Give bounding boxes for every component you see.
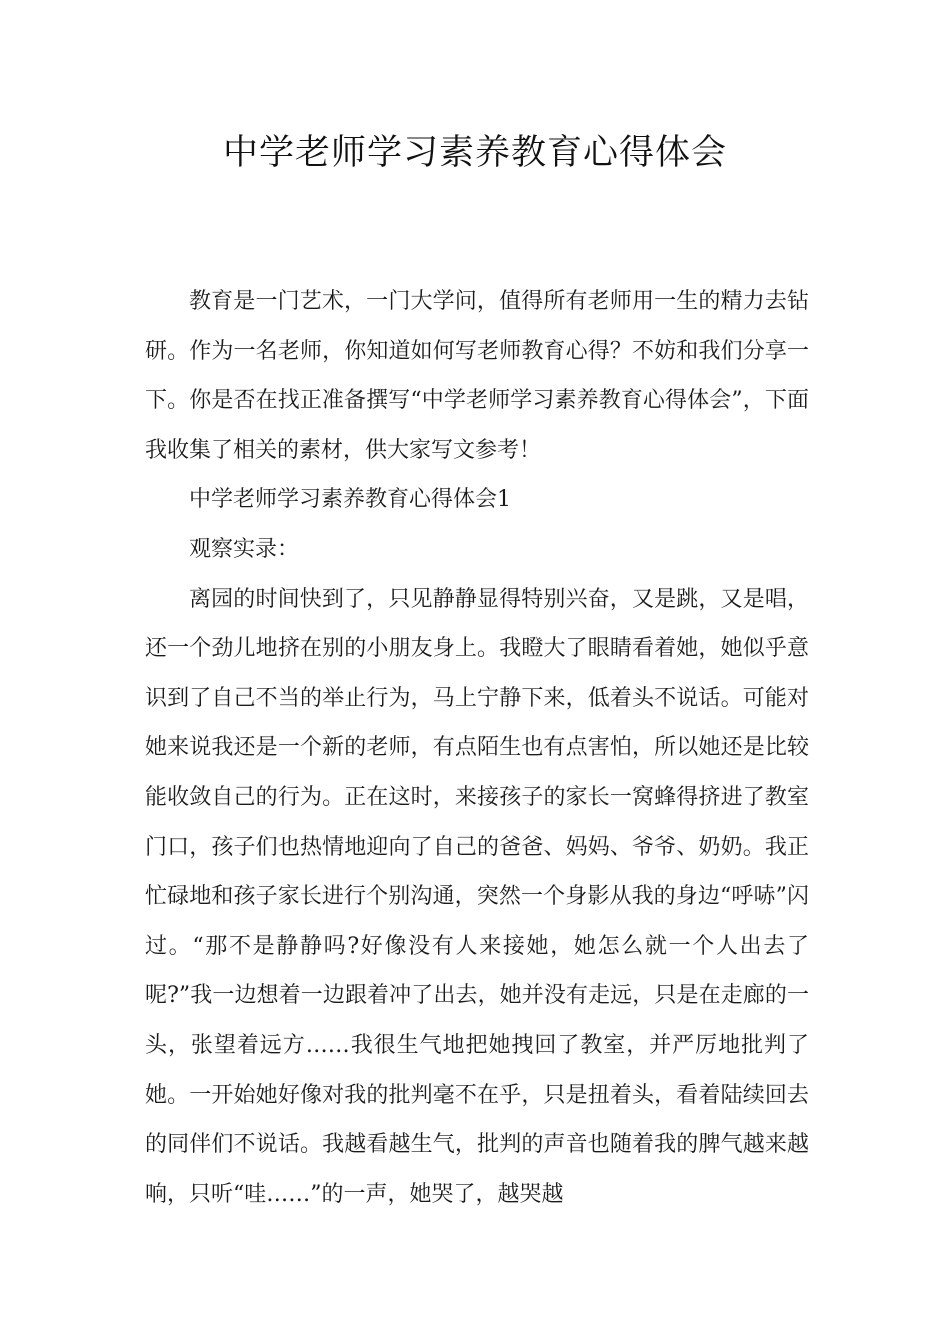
intro-paragraph: 教育是一门艺术，一门大学问，值得所有老师用一生的精力去钻研。作为一名老师，你知道如何写老师教育心得？不妨和我们分享一下。你是否在找正准备撰写“中学老师学习素养教育心得体会”，下面我收集了相关的素材，供大家写文参考！ <box>145 289 809 463</box>
section-heading: 中学老师学习素养教育心得体会1 <box>189 487 511 513</box>
document-body <box>145 277 809 1219</box>
subsection-label: 观察实录： <box>189 536 300 562</box>
document-title: 中学老师学习素养教育心得体会 <box>222 133 727 173</box>
observation-paragraph: 离园的时间快到了，只见静静显得特别兴奋，又是跳，又是唱，还一个劲儿地挤在别的小朋友身上。我瞪大了眼睛看着她，她似乎意识到了自己不当的举止行为，马上宁静下来，低着头不说话。可能对她来说我还是一个新的老师，有点陌生也有点害怕，所以她还是比较能收敛自己的行为。正在这时，来接孩子的家长一窝蜂得挤进了教室门口，孩子们也热情地迎向了自己的爸爸、妈妈、爷爷、奶奶。我正忙碌地和孩子家长进行个别沟通，突然一个身影从我的身边“呼哧”闪过。“那不是静静吗?好像没有人来接她，她怎么就一个人出去了呢?”我一边想着一边跟着冲了出去，她并没有走远，只是在走廊的一头，张望着远方……我很生气地把她拽回了教室，并严厉地批判了她。一开始她好像对我的批判毫不在乎，只是扭着头，看着陆续回去的同伴们不说话。我越看越生气，批判的声音也随着我的脾气越来越响，只听“哇……”的一声，她哭了，越哭越 <box>145 586 809 1207</box>
